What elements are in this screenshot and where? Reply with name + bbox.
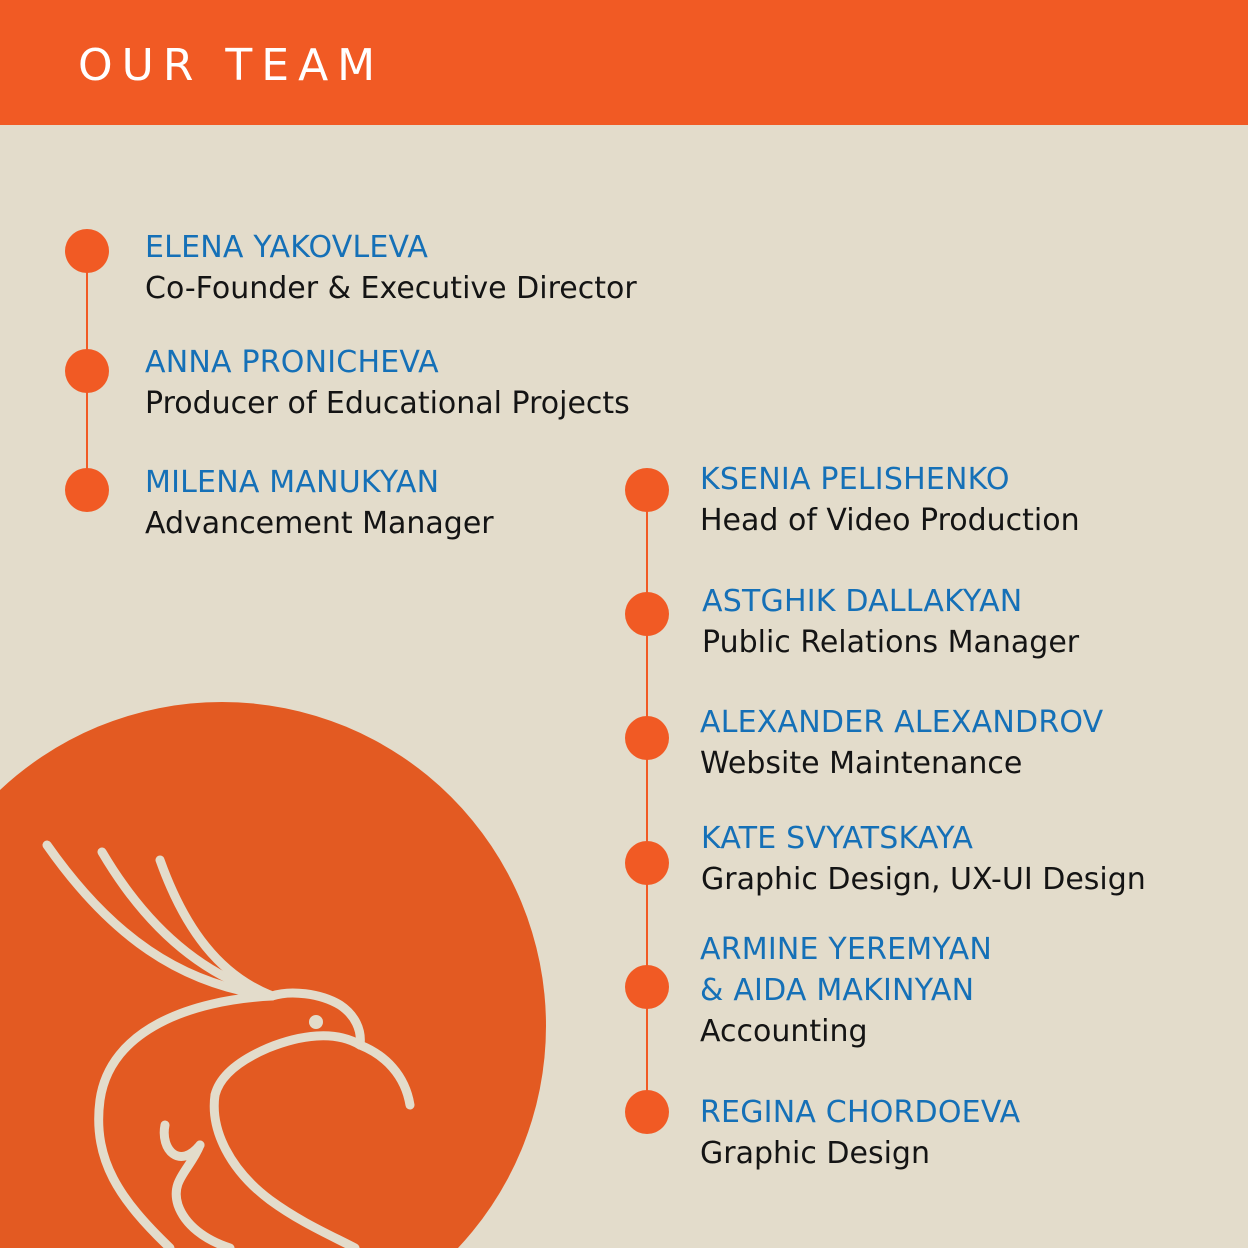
timeline-dot — [65, 468, 109, 512]
timeline-dot — [625, 592, 669, 636]
page-title: OUR TEAM — [78, 40, 385, 91]
member-name: ELENA YAKOVLEVA — [145, 230, 429, 265]
member-role: Accounting — [700, 1014, 868, 1049]
team-member — [145, 462, 494, 544]
timeline-dot — [625, 716, 669, 760]
team-member — [700, 1092, 1020, 1174]
timeline-dot — [65, 349, 109, 393]
member-name: ASTGHIK DALLAKYAN — [702, 584, 1023, 619]
team-member — [145, 227, 637, 309]
member-name: REGINA CHORDOEVA — [700, 1095, 1021, 1130]
team-member — [700, 459, 1080, 541]
team-member — [700, 702, 1103, 784]
team-member — [700, 929, 992, 1052]
team-member — [145, 342, 630, 424]
timeline-dot — [625, 841, 669, 885]
right-timeline-line — [646, 490, 648, 1112]
member-role: Advancement Manager — [145, 506, 494, 541]
timeline-dot — [625, 468, 669, 512]
team-member — [701, 818, 1146, 900]
member-name: KATE SVYATSKAYA — [701, 821, 974, 856]
member-role: Website Maintenance — [700, 746, 1023, 781]
member-role: Head of Video Production — [700, 503, 1080, 538]
member-name-line2: & AIDA MAKINYAN — [700, 973, 975, 1008]
member-role: Producer of Educational Projects — [145, 386, 630, 421]
member-name: ANNA PRONICHEVA — [145, 345, 439, 380]
member-name: KSENIA PELISHENKO — [700, 462, 1010, 497]
team-member — [702, 581, 1079, 663]
timeline-dot — [625, 1090, 669, 1134]
timeline-dot — [625, 965, 669, 1009]
phoenix-bird-icon — [0, 700, 560, 1248]
header-banner — [0, 0, 1248, 125]
member-role: Co-Founder & Executive Director — [145, 271, 637, 306]
timeline-dot — [65, 229, 109, 273]
member-name-line1: ARMINE YEREMYAN — [700, 932, 992, 967]
member-name: ALEXANDER ALEXANDROV — [700, 705, 1104, 740]
member-role: Public Relations Manager — [702, 625, 1080, 660]
member-role: Graphic Design — [700, 1136, 930, 1171]
member-name: MILENA MANUKYAN — [145, 465, 440, 500]
member-role: Graphic Design, UX-UI Design — [701, 862, 1146, 897]
